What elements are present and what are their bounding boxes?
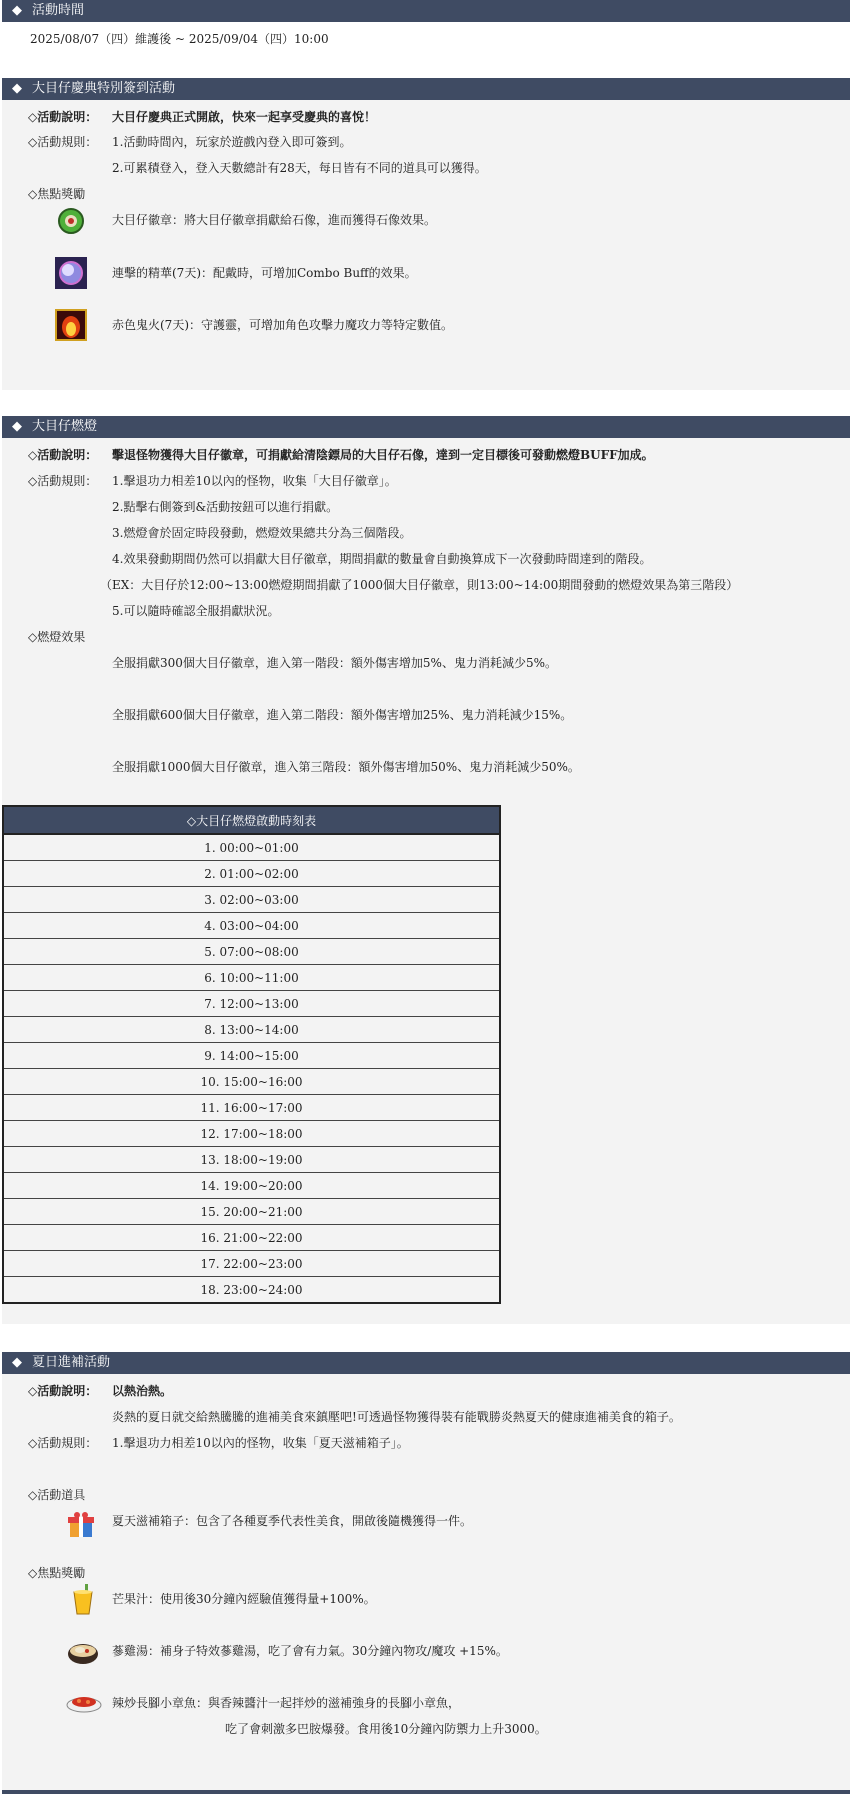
desc-text: 大目仔慶典正式開啟，快來一起享受慶典的喜悅！	[112, 110, 377, 124]
schedule-row	[3, 1225, 500, 1251]
schedule-time-slot: 5. 07:00~08:00	[3, 939, 500, 965]
fire-icon	[55, 309, 87, 341]
section-title: 大目仔慶典特別簽到活動	[32, 81, 176, 96]
badge-icon	[57, 207, 85, 235]
schedule-row	[3, 1251, 500, 1277]
diamond-icon: ◆	[12, 419, 22, 434]
rule-item: 1.擊退功力相差10以內的怪物，收集「夏天滋補箱子」。	[112, 1436, 409, 1450]
schedule-row	[3, 861, 500, 887]
item-label: ◇活動道具	[28, 1488, 86, 1502]
reward-label: ◇焦點獎勵	[28, 187, 86, 201]
schedule-time-slot: 2. 01:00~02:00	[3, 861, 500, 887]
effect-item: 全服捐獻300個大目仔徽章，進入第一階段：額外傷害增加5%、鬼力消耗減少5%。	[112, 656, 557, 670]
rule-item: 1.活動時間內，玩家於遊戲內登入即可簽到。	[112, 135, 352, 149]
schedule-time-slot: 8. 13:00~14:00	[3, 1017, 500, 1043]
schedule-time-slot: 10. 15:00~16:00	[3, 1069, 500, 1095]
schedule-row	[3, 887, 500, 913]
schedule-row	[3, 1277, 500, 1304]
schedule-row	[3, 1199, 500, 1225]
reward-text: 大目仔徽章：將大目仔徽章捐獻給石像，進而獲得石像效果。	[112, 213, 437, 227]
schedule-row	[3, 965, 500, 991]
schedule-row	[3, 913, 500, 939]
rule-label: ◇活動規則：	[28, 1436, 98, 1450]
section-header-summer	[2, 1352, 850, 1374]
octopus-dish-icon	[66, 1690, 102, 1714]
schedule-row	[3, 1017, 500, 1043]
effect-label: ◇燃燈效果	[28, 630, 86, 644]
orb-icon	[55, 257, 87, 289]
rule-item: 2.點擊右側簽到&活動按鈕可以進行捐獻。	[112, 500, 339, 514]
schedule-title: ◇大目仔燃燈啟動時刻表	[3, 806, 500, 834]
desc-text: 擊退怪物獲得大目仔徽章，可捐獻給清陰鏢局的大目仔石像，達到一定目標後可發動燃燈BUFF加成。	[112, 448, 654, 462]
schedule-time-slot: 11. 16:00~17:00	[3, 1095, 500, 1121]
schedule-time-slot: 14. 19:00~20:00	[3, 1173, 500, 1199]
rule-item: 4.效果發動期間仍然可以捐獻大目仔徽章，期間捐獻的數量會自動換算成下一次發動時間達到的階段。	[112, 552, 652, 566]
schedule-row	[3, 1043, 500, 1069]
section-title: 夏日進補活動	[32, 1355, 111, 1370]
rule-item: 5.可以隨時確認全服捐獻狀況。	[112, 604, 280, 618]
reward-text-cont: 吃了會刺激多巴胺爆發。食用後10分鐘內防禦力上升3000。	[225, 1722, 547, 1736]
desc-label: ◇活動說明：	[28, 448, 98, 462]
ginseng-soup-icon	[66, 1636, 100, 1666]
schedule-row	[3, 1095, 500, 1121]
effect-item: 全服捐獻600個大目仔徽章，進入第二階段：額外傷害增加25%、鬼力消耗減少15%。	[112, 708, 573, 722]
schedule-time-slot: 15. 20:00~21:00	[3, 1199, 500, 1225]
schedule-row	[3, 1069, 500, 1095]
desc-text: 以熱治熱。	[112, 1384, 173, 1398]
schedule-time-slot: 18. 23:00~24:00	[3, 1277, 500, 1304]
effect-item: 全服捐獻1000個大目仔徽章，進入第三階段：額外傷害增加50%、鬼力消耗減少50%。	[112, 760, 580, 774]
mango-juice-icon	[70, 1584, 96, 1616]
schedule-row	[3, 1173, 500, 1199]
schedule-time-slot: 13. 18:00~19:00	[3, 1147, 500, 1173]
section-header-checkin	[2, 78, 850, 100]
schedule-time-slot: 17. 22:00~23:00	[3, 1251, 500, 1277]
item-text: 夏天滋補箱子：包含了各種夏季代表性美食，開啟後隨機獲得一件。	[112, 1514, 473, 1528]
rule-item: 2.可累積登入，登入天數總計有28天，每日皆有不同的道具可以獲得。	[112, 161, 487, 175]
rule-label: ◇活動規則：	[28, 135, 98, 149]
schedule-row	[3, 834, 500, 861]
rule-item: 1.擊退功力相差10以內的怪物，收集「大目仔徽章」。	[112, 474, 397, 488]
diamond-icon: ◆	[12, 1355, 22, 1370]
schedule-row	[3, 939, 500, 965]
schedule-row	[3, 1121, 500, 1147]
diamond-icon: ◆	[12, 3, 22, 18]
section-title: 大目仔燃燈	[32, 419, 98, 434]
event-date: 2025/08/07（四）維護後 ~ 2025/09/04（四）10:00	[30, 32, 329, 46]
reward-text: 赤色鬼火(7天)：守護靈，可增加角色攻擊力魔攻力等特定數值。	[112, 318, 454, 332]
schedule-table	[2, 805, 501, 1304]
schedule-time-slot: 4. 03:00~04:00	[3, 913, 500, 939]
section-divider	[2, 1790, 850, 1794]
desc-label: ◇活動說明：	[28, 110, 98, 124]
schedule-row	[3, 1147, 500, 1173]
gift-box-icon	[66, 1509, 96, 1539]
rule-item: 3.燃燈會於固定時段發動，燃燈效果總共分為三個階段。	[112, 526, 412, 540]
reward-text: 芒果汁：使用後30分鐘內經驗值獲得量+100%。	[112, 1592, 376, 1606]
schedule-time-slot: 16. 21:00~22:00	[3, 1225, 500, 1251]
reward-text: 蔘雞湯：補身子特效蔘雞湯，吃了會有力氣。30分鐘內物攻/魔攻 +15%。	[112, 1644, 508, 1658]
rule-label: ◇活動規則：	[28, 474, 98, 488]
schedule-time-slot: 7. 12:00~13:00	[3, 991, 500, 1017]
desc-label: ◇活動說明：	[28, 1384, 98, 1398]
diamond-icon: ◆	[12, 81, 22, 96]
section-header-event-time	[2, 0, 850, 22]
reward-text: 連擊的精華(7天)：配戴時，可增加Combo Buff的效果。	[112, 266, 417, 280]
section-title: 活動時間	[32, 3, 85, 18]
reward-text: 辣炒長腳小章魚：與香辣醬汁一起拌炒的滋補強身的長腳小章魚，	[112, 1696, 461, 1710]
schedule-time-slot: 1. 00:00~01:00	[3, 834, 500, 861]
schedule-time-slot: 9. 14:00~15:00	[3, 1043, 500, 1069]
schedule-row	[3, 991, 500, 1017]
schedule-time-slot: 12. 17:00~18:00	[3, 1121, 500, 1147]
desc-text-2: 炎熱的夏日就交給熱騰騰的進補美食來鎮壓吧!可透過怪物獲得裝有能戰勝炎熱夏天的健康進補美食的箱子。	[112, 1410, 681, 1424]
schedule-body	[3, 834, 500, 1303]
reward-label: ◇焦點獎勵	[28, 1566, 86, 1580]
schedule-time-slot: 3. 02:00~03:00	[3, 887, 500, 913]
example-note: （EX：大目仔於12:00~13:00燃燈期間捐獻了1000個大目仔徽章，則13:00~14:00期間發動的燃燈效果為第三階段）	[100, 578, 739, 592]
section-header-lantern	[2, 416, 850, 438]
schedule-time-slot: 6. 10:00~11:00	[3, 965, 500, 991]
